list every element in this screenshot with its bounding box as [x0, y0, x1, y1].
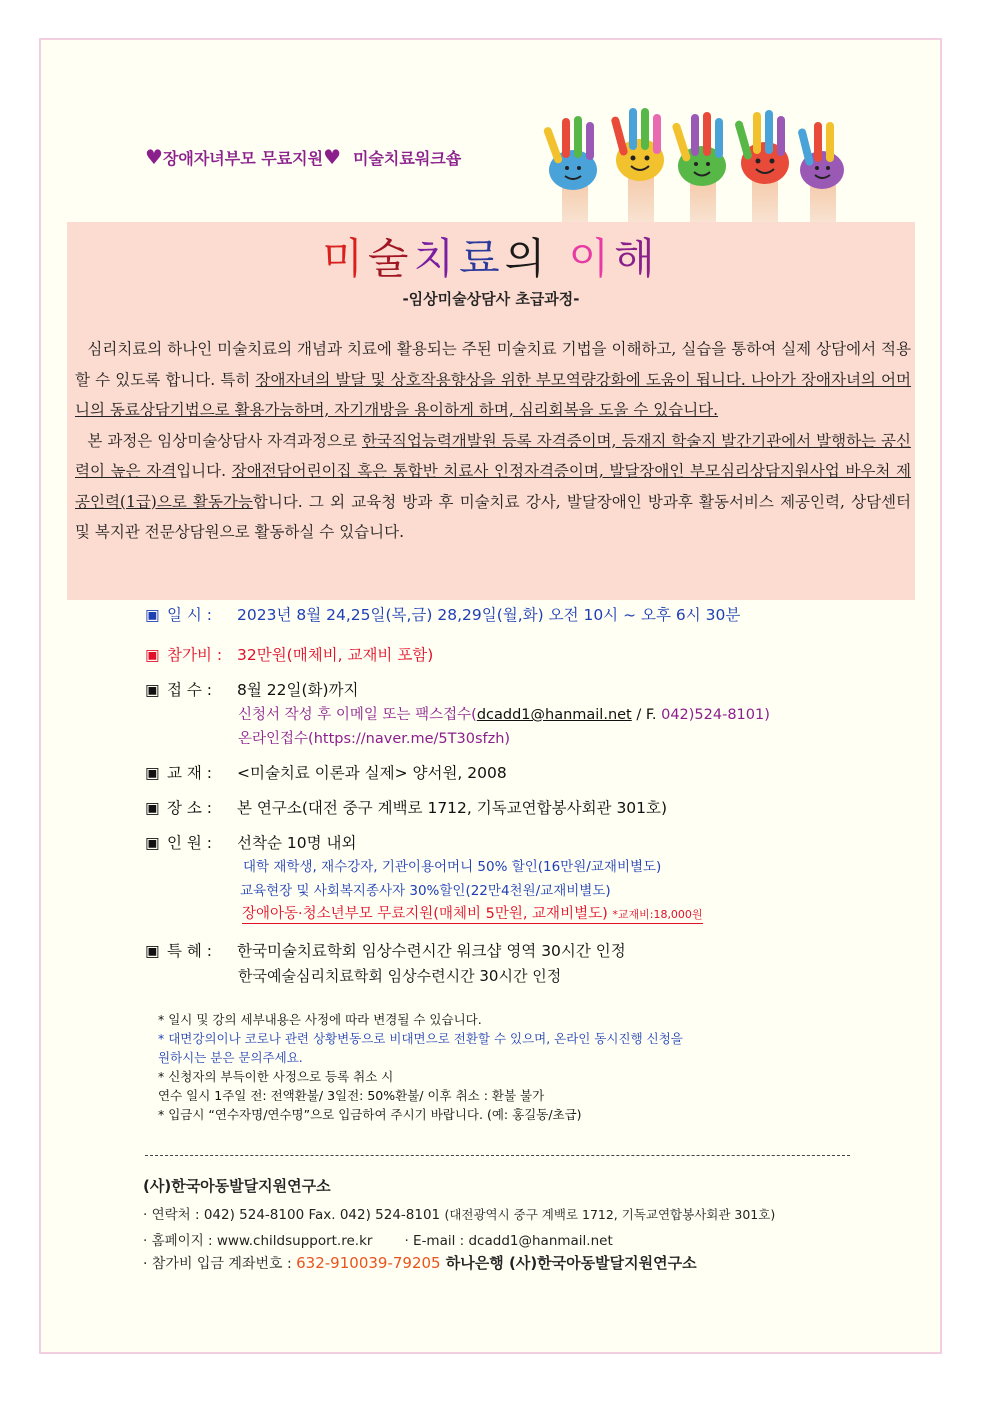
org-address: (대전광역시 중구 계백로 1712, 기독교연합봉사회관 301호) [444, 1207, 776, 1222]
info-textbook-value: <미술치료 이론과 실제> 양서원, 2008 [237, 764, 507, 782]
info-benefit-value: 한국미술치료학회 임상수련시간 워크샵 영역 30시간 인정 [237, 942, 626, 960]
intro-p2-underlined-2: 장애전담어린이집 혹은 통합반 치료사 인정자격증이며, 발달장애인 부모심리상담지원사업 바우처 제공인력(1급)으로 활동가능 [75, 462, 911, 511]
info-benefit-label: 특 혜 : [167, 942, 213, 960]
info-apply-online[interactable]: 온라인접수(https://naver.me/5T30sfzh) [238, 731, 511, 747]
note-line: 연수 일시 1주일 전: 전액환불/ 3일전: 50%환불/ 이후 취소 : 환불 불가 [158, 1088, 545, 1103]
title-char: 의 [504, 234, 551, 283]
info-benefit-line2: 한국예술심리치료학회 임상수련시간 30시간 인정 [238, 967, 562, 985]
org-contact [143, 1203, 775, 1223]
info-people-discount-2: 교육현장 및 사회복지종사자 30%할인(22만4천원/교재비별도) [240, 883, 611, 899]
info-date [145, 603, 740, 625]
org-web [143, 1229, 613, 1249]
info-fee [145, 643, 433, 665]
divider [145, 1155, 850, 1156]
info-place-value: 본 연구소(대전 중구 계백로 1712, 기독교연합봉사회관 301호) [237, 799, 668, 817]
note-line: * 일시 및 강의 세부내용은 사정에 따라 변경될 수 있습니다. [158, 1012, 482, 1027]
info-benefit [145, 939, 626, 961]
free-support-text: 장애아동·청소년부모 무료지원(매체비 5만원, 교재비별도) [242, 906, 608, 922]
bullet-icon: ▣ [145, 834, 160, 852]
bullet-icon: ▣ [145, 646, 160, 664]
subtitle: -임상미술상담사 초급과정- [402, 290, 580, 308]
bullet-icon: ▣ [145, 681, 160, 699]
org-homepage[interactable]: · 홈페이지 : www.childsupport.re.kr [143, 1233, 373, 1249]
intro-text [75, 334, 911, 548]
intro-box [67, 222, 915, 600]
apply-fax-number: 042)524-8101) [661, 707, 770, 723]
info-people [145, 831, 356, 853]
banner-free-support: 장애자녀부모 무료지원 [162, 149, 324, 168]
notes [158, 1010, 683, 1124]
info-date-label: 일 시 : [167, 606, 213, 624]
info-people-discount-3 [242, 902, 703, 924]
info-fee-value: 32만원(매체비, 교재비 포함) [237, 646, 434, 664]
note-line: 원하시는 분은 문의주세요. [158, 1050, 303, 1065]
apply-method-text: 신청서 작성 후 이메일 또는 팩스접수( [238, 707, 477, 723]
info-people-label: 인 원 : [167, 834, 213, 852]
info-textbook [145, 761, 507, 783]
bullet-icon: ▣ [145, 764, 160, 782]
note-line: * 신청자의 부득이한 사정으로 등록 취소 시 [158, 1069, 394, 1084]
banner [145, 145, 461, 169]
info-fee-label: 참가비 : [167, 646, 223, 664]
org-name: (사)한국아동발달지원연구소 [143, 1177, 331, 1195]
banner-workshop: 미술치료워크숍 [353, 149, 462, 168]
org-email[interactable]: · E-mail : dcadd1@hanmail.net [404, 1233, 613, 1249]
org-phone-fax: · 연락처 : 042) 524-8100 Fax. 042) 524-8101 [143, 1207, 441, 1223]
org-account [143, 1252, 697, 1273]
info-apply-value: 8월 22일(화)까지 [237, 681, 359, 699]
account-number: 632-910039-79205 [296, 1254, 441, 1272]
info-place-label: 장 소 : [167, 799, 213, 817]
info-people-value: 선착순 10명 내외 [237, 834, 357, 852]
intro-paragraph-2 [75, 426, 911, 548]
intro-p1-underlined: 장애자녀의 발달 및 상호작용향상을 위한 부모역량강화에 도움이 됩니다. 나아가 장애자녀의 어머니의 동료상담기법으로 활용가능하며, 자기개방을 용이하게 하며, 심리회복을 도울 수 있습니다. [75, 370, 912, 419]
bullet-icon: ▣ [145, 799, 160, 817]
intro-p2-text-c: 합니다. 그 외 교육청 방과 후 미술치료 강사, 발달장애인 방과후 활동서비스 제공인력, 상담센터 및 복지관 전문상담원으로 활동하실 수 있습니다. [75, 492, 911, 541]
info-date-value: 2023년 8월 24,25일(목,금) 28,29일(월,화) 오전 10시 ~ 오후 6시 30분 [237, 606, 741, 624]
intro-p2-text-b: 입니다. [176, 462, 232, 480]
info-place [145, 796, 667, 818]
intro-p2-text: 본 과정은 임상미술상담사 자격과정으로 [87, 431, 362, 450]
title-char: 료 [459, 234, 505, 283]
title-char: 치 [413, 234, 460, 283]
title-char: 이 [568, 234, 615, 283]
note-line: * 입금시 “연수자명/연수명”으로 입금하여 주시기 바랍니다. (예: 홍길동/초급) [158, 1107, 582, 1122]
textbook-fee-note: *교재비:18,000원 [612, 908, 703, 921]
heart-icon: ♥ [145, 145, 163, 169]
info-apply-method [238, 703, 770, 724]
apply-fax-label: / F. [631, 707, 662, 723]
title-char [550, 234, 568, 283]
bullet-icon: ▣ [145, 942, 160, 960]
heart-icon: ♥ [323, 145, 342, 169]
painted-hands-image [540, 108, 845, 223]
account-label: · 참가비 입금 계좌번호 : [143, 1256, 297, 1272]
account-bank: 하나은행 (사)한국아동발달지원연구소 [440, 1254, 697, 1272]
info-apply [145, 678, 358, 700]
info-textbook-label: 교 재 : [167, 764, 213, 782]
title-char: 미 [322, 234, 368, 283]
intro-p2-underlined-1: 한국직업능력개발원 등록 자격증이며, 등재지 학술지 발간기관에서 발행하는 공신력이 높은 자격 [75, 431, 911, 480]
intro-paragraph-1 [75, 334, 911, 426]
info-apply-label: 접 수 : [167, 681, 213, 699]
title-char: 술 [367, 234, 414, 283]
page-title [67, 226, 915, 286]
apply-email-link[interactable]: dcadd1@hanmail.net [476, 707, 632, 723]
info-people-discount-1: 대학 재학생, 재수강자, 기관이용어머니 50% 할인(16만원/교재비별도) [243, 859, 662, 875]
bullet-icon: ▣ [145, 606, 160, 624]
note-line: * 대면강의이나 코로나 관련 상황변동으로 비대면으로 전환할 수 있으며, 온라인 동시진행 신청을 [158, 1031, 683, 1046]
intro-p1-text: 심리치료의 하나인 미술치료의 개념과 치료에 활용되는 주된 미술치료 기법을 이해하고, 실습을 통하여 실제 상담에서 적용할 수 있도록 합니다. 특히 [75, 340, 911, 389]
title-char: 해 [614, 234, 660, 283]
